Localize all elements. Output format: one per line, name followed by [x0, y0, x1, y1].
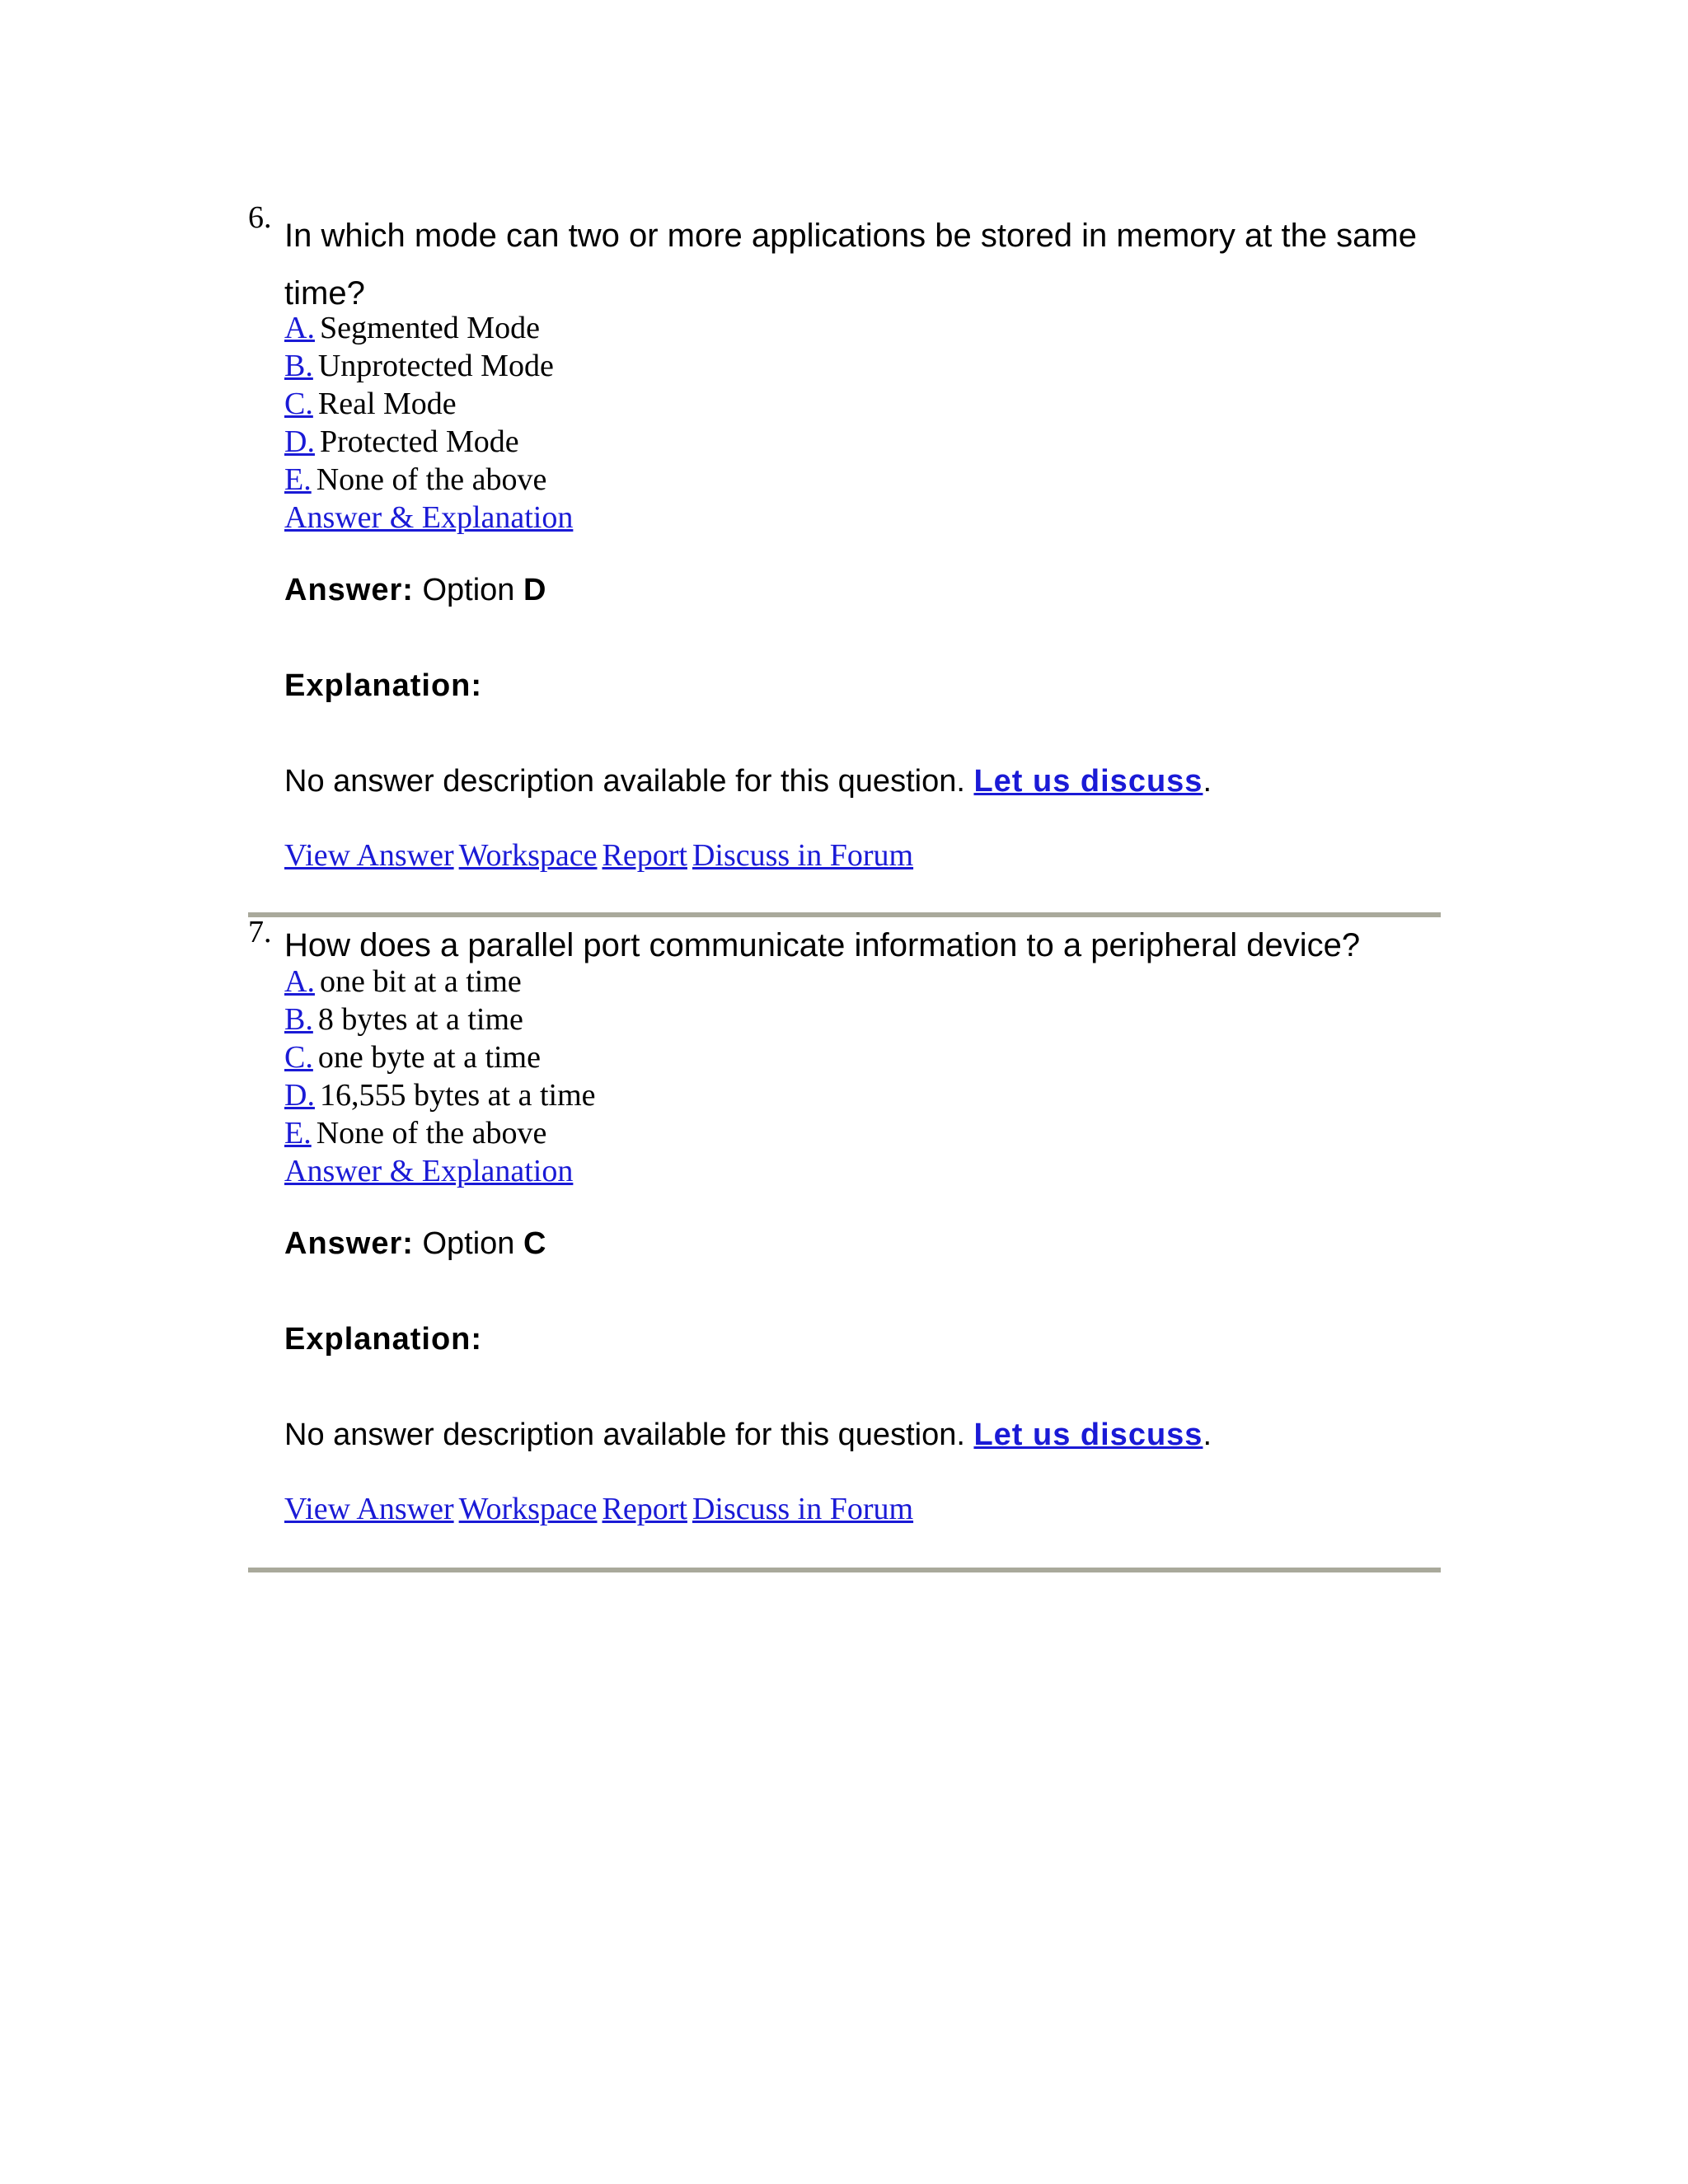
option-d-link[interactable]: D. [284, 424, 315, 459]
option-a [284, 309, 1441, 347]
answer-explanation-link[interactable]: Answer & Explanation [284, 500, 574, 535]
question-actions [284, 837, 1441, 874]
option-b [284, 347, 1441, 385]
option-c-link[interactable]: C. [284, 387, 313, 421]
workspace-link[interactable]: Workspace [458, 838, 598, 873]
option-text: None of the above [316, 462, 547, 497]
answer-line [284, 1223, 1441, 1264]
let-us-discuss-link[interactable]: Let us discuss [973, 764, 1203, 799]
answer-label: Answer: [284, 573, 414, 607]
question-text: How does a parallel port communicate information to a peripheral device? [284, 927, 1361, 963]
option-text: None of the above [316, 1116, 547, 1151]
option-b [284, 1001, 1441, 1038]
option-c-link[interactable]: C. [284, 1040, 313, 1075]
explanation-end: . [1203, 764, 1212, 799]
question-content [284, 916, 1441, 1528]
question-block [248, 202, 1441, 917]
explanation-body: No answer description available for this question. [284, 1418, 965, 1452]
option-b-link[interactable]: B. [284, 349, 313, 383]
report-link[interactable]: Report [602, 1492, 687, 1526]
option-text: one bit at a time [319, 964, 522, 999]
question-number: 6. [248, 200, 272, 235]
option-text: Unprotected Mode [317, 349, 554, 383]
question-actions [284, 1490, 1441, 1528]
option-c [284, 1038, 1441, 1076]
answer-prefix: Option [422, 1226, 515, 1261]
option-text: Segmented Mode [319, 311, 540, 345]
option-text: one byte at a time [317, 1040, 541, 1075]
option-a-link[interactable]: A. [284, 311, 315, 345]
answer-panel [284, 1223, 1441, 1455]
option-b-link[interactable]: B. [284, 1002, 313, 1037]
question-block [248, 916, 1441, 1572]
explanation-end: . [1203, 1418, 1212, 1452]
option-text: Real Mode [317, 387, 457, 421]
question-content [284, 202, 1441, 874]
view-answer-link[interactable]: View Answer [284, 1492, 454, 1526]
answer-explanation-link[interactable]: Answer & Explanation [284, 1154, 574, 1188]
answer-panel [284, 569, 1441, 802]
option-a-link[interactable]: A. [284, 964, 315, 999]
answer-line [284, 569, 1441, 611]
option-text: Protected Mode [319, 424, 519, 459]
view-answer-link[interactable]: View Answer [284, 838, 454, 873]
explanation-body: No answer description available for this question. [284, 764, 965, 799]
question-text: In which mode can two or more applications be stored in memory at the same time? [284, 218, 1417, 312]
option-d-link[interactable]: D. [284, 1078, 315, 1113]
option-d [284, 1076, 1441, 1114]
answer-label: Answer: [284, 1226, 414, 1261]
option-e-link[interactable]: E. [284, 1116, 312, 1151]
option-text: 16,555 bytes at a time [319, 1078, 596, 1113]
answer-value: D [523, 573, 546, 607]
discuss-in-forum-link[interactable]: Discuss in Forum [692, 838, 914, 873]
explanation-heading: Explanation: [284, 1322, 483, 1357]
let-us-discuss-link[interactable]: Let us discuss [973, 1418, 1203, 1452]
explanation-text [284, 761, 1441, 802]
workspace-link[interactable]: Workspace [458, 1492, 598, 1526]
report-link[interactable]: Report [602, 838, 687, 873]
option-e [284, 1114, 1441, 1152]
option-e [284, 461, 1441, 499]
discuss-in-forum-link[interactable]: Discuss in Forum [692, 1492, 914, 1526]
option-text: 8 bytes at a time [317, 1002, 523, 1037]
question-number: 7. [248, 915, 272, 949]
explanation-heading: Explanation: [284, 668, 483, 703]
answer-prefix: Option [422, 573, 515, 607]
option-c [284, 385, 1441, 423]
answer-value: C [523, 1226, 546, 1261]
option-d [284, 423, 1441, 461]
option-e-link[interactable]: E. [284, 462, 312, 497]
explanation-text [284, 1414, 1441, 1455]
